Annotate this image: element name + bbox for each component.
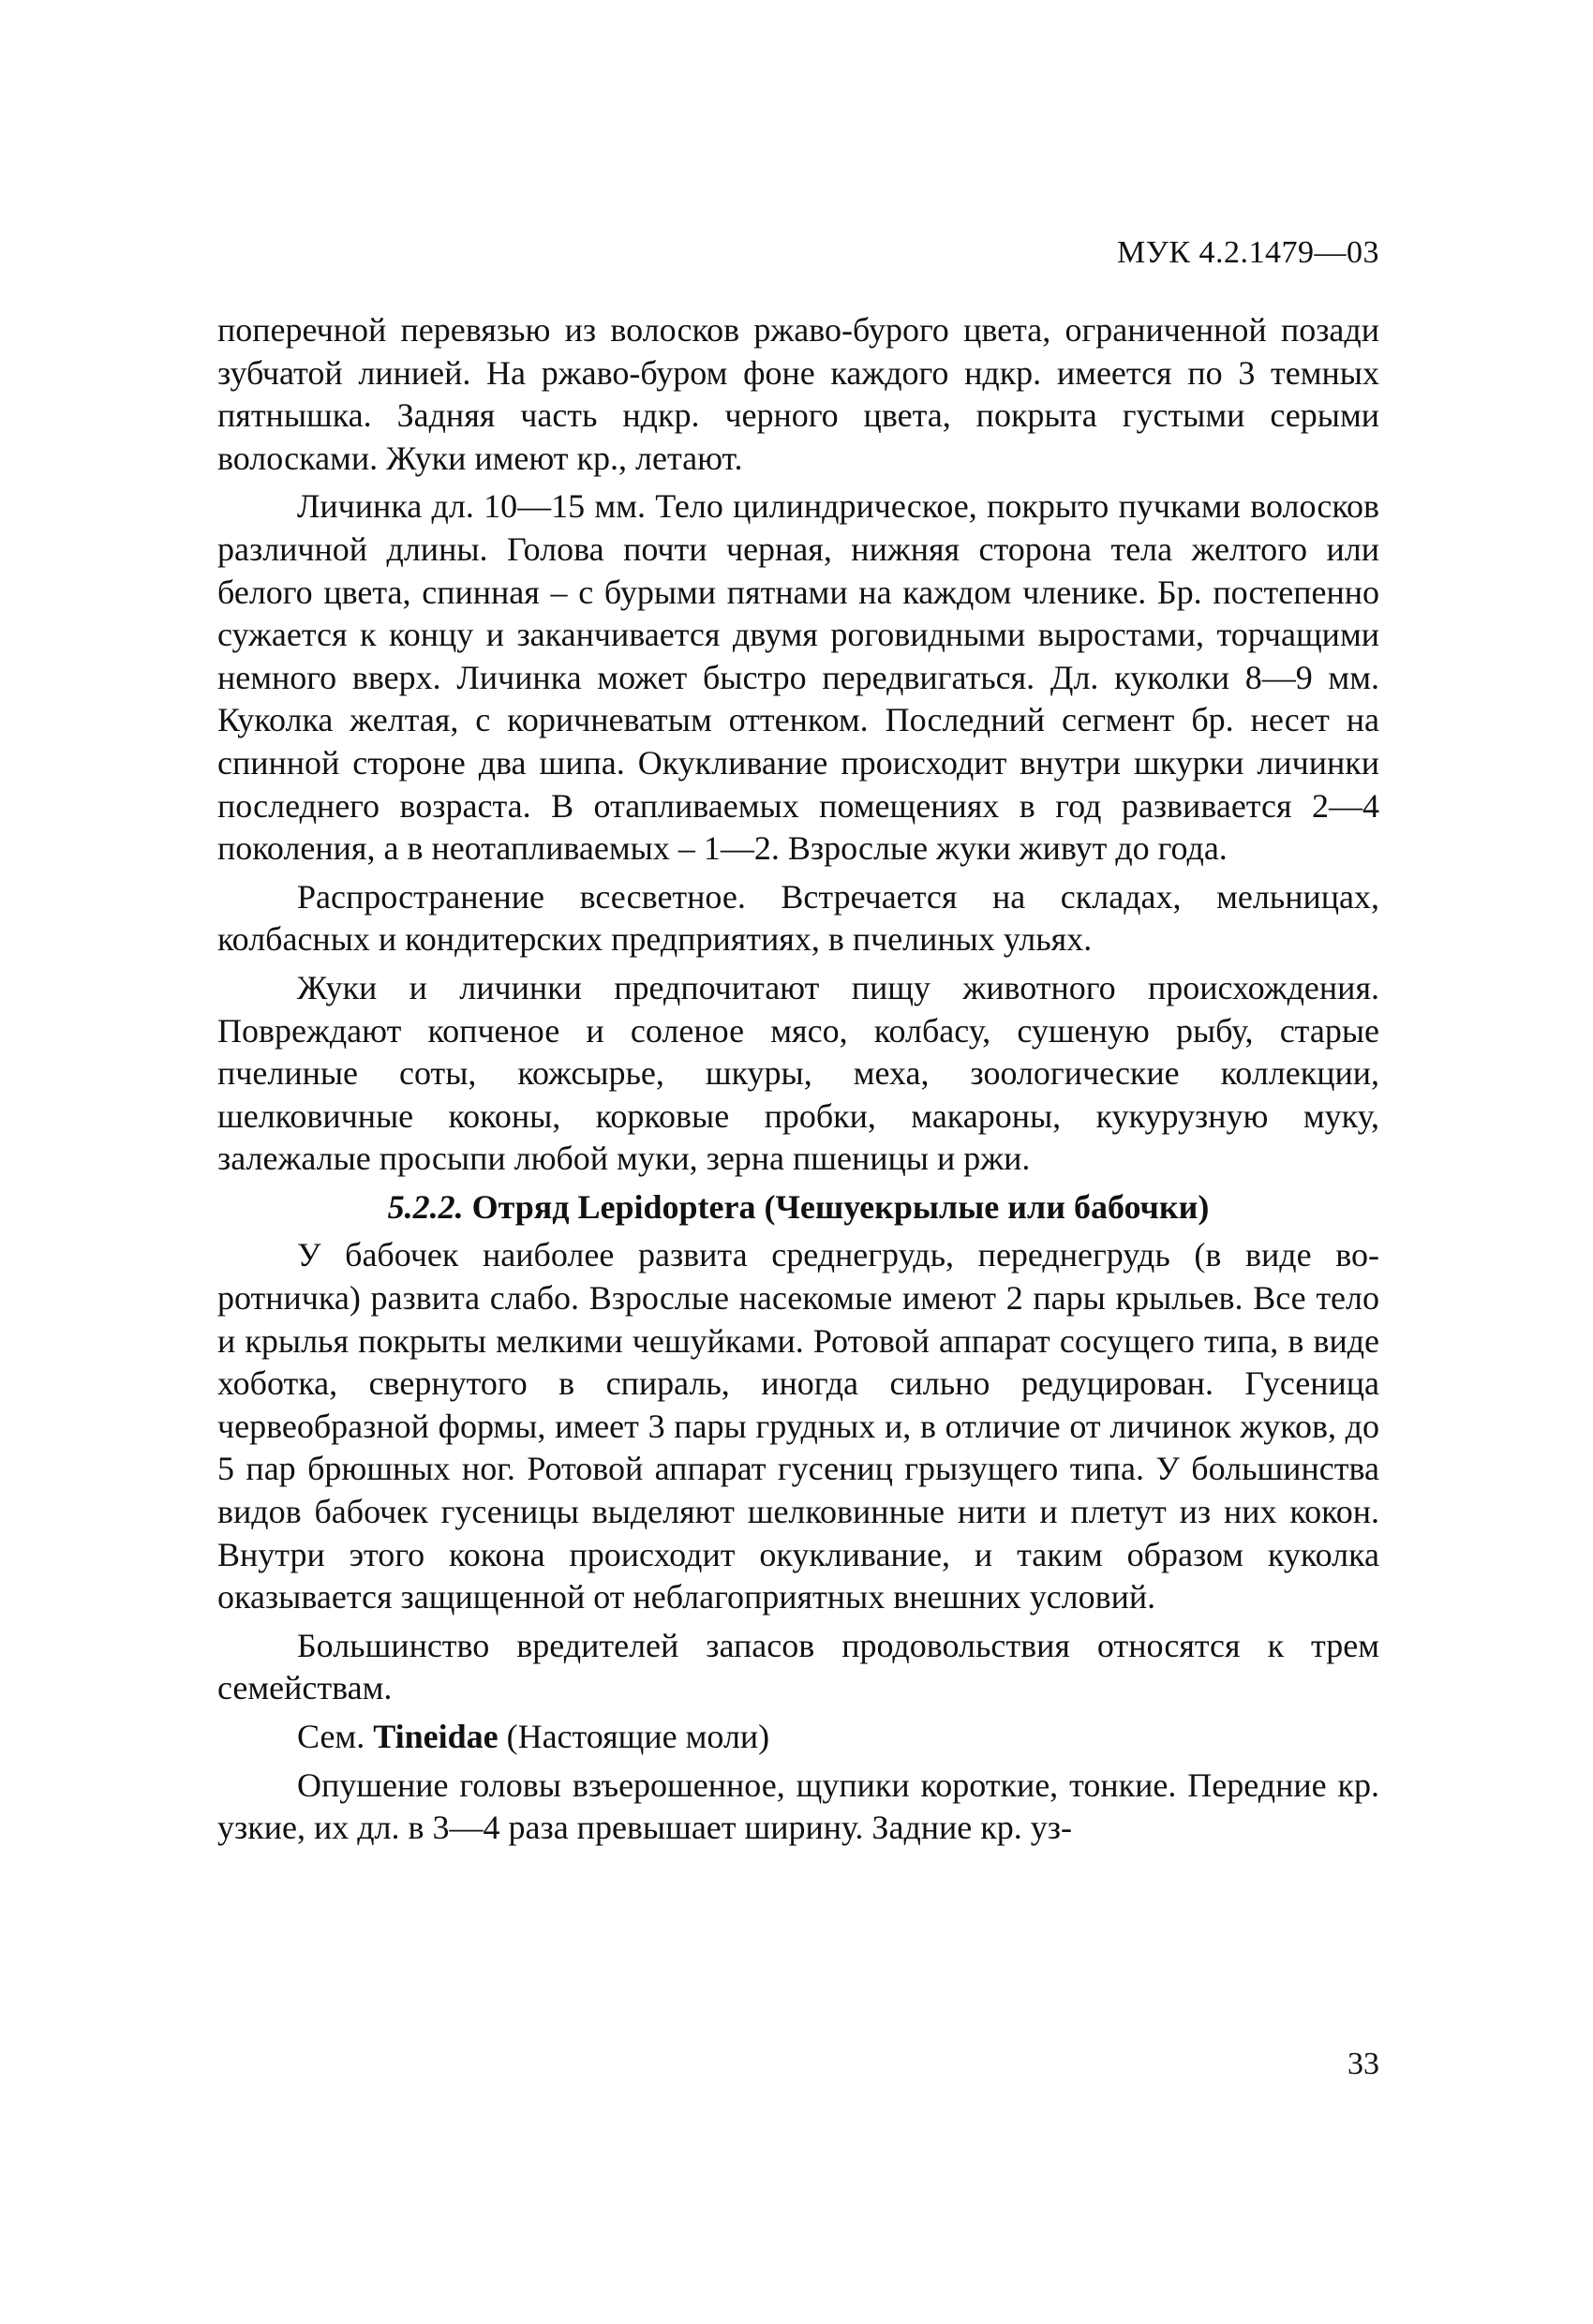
paragraph-tineidae: Опушение головы взъерошенное, щупики короткие, тонкие. Передние кр. узкие, их дл. в 3—4 раза превышает ширину. Задние кр. уз- — [217, 1765, 1379, 1847]
paragraph-larva: Личинка дл. 10—15 мм. Тело цилиндрическое, покрыто пучками волосков различной длины. Голова почти черная, нижняя сторона тела желтого или белого цвета, спинная – с бурыми пятнами на каждом членике. Бр. постепенно сужается к концу и заканчивается двумя роговидными выростами, торчащими немного вверх. Личинка может быстро передвигаться. Дл. куколки 8—9 мм. Куколка желтая, с коричневатым оттенком. Последний сегмент бр. несет на спинной стороне два шипа. Окукливание происходит внутри шкурки личинки последнего возраста. В отапливаемых помещениях в год развивается 2—4 поколения, а в неотапливаемых – 1—2. Взрослые жуки живут до года. — [217, 487, 1379, 868]
paragraph-distribution: Распространение всесветное. Встречается на складах, мельницах, колбасных и кондитерских предприятиях, в пчелиных ульях. — [217, 877, 1379, 959]
section-title: Отряд Lepidoptera (Чешуекрылые или бабочки) — [471, 1187, 1210, 1226]
paragraph-families: Большинство вредителей запасов продовольствия относятся к трем семействам. — [217, 1626, 1379, 1707]
section-heading — [217, 1186, 1379, 1229]
page-number: 33 — [1347, 2047, 1379, 2081]
document-code-header: МУК 4.2.1479—03 — [1117, 235, 1379, 270]
paragraph-continuation: поперечной перевязью из волосков ржаво-бурого цвета, ограниченной позади зубчатой линией. На ржаво-буром фоне каждого ндкр. имеется по 3 темных пятнышка. Задняя часть ндкр. черного цвета, покрыта густыми серыми волосками. Жуки имеют кр., летают. — [217, 311, 1379, 477]
body-text — [217, 309, 1379, 1855]
family-latin-name: Tineidae — [373, 1718, 499, 1755]
section-number: 5.2.2. — [387, 1187, 464, 1226]
paragraph-lepidoptera: У бабочек наиболее развита среднегрудь, переднегрудь (в виде воротничка) развита слабо. Взрослые насекомые имеют 2 пары крыльев. Все тело и крылья покрыты мелкими чешуйками. Ротовой аппарат сосущего типа, в виде хоботка, свернутого в спираль, иногда сильно редуцирован. Гусеница червеобразной формы, имеет 3 пары грудных и, в отличие от личинок жуков, до 5 пар брюшных ног. Ротовой аппарат гусениц грызущего типа. У большинства видов бабочек гусеницы выделяют шелковинные нити и плетут из них кокон. Внутри этого кокона происходит окукливание, и таким образом куколка оказывается защищенной от неблагоприятных внешних условий. — [217, 1236, 1379, 1616]
paragraph-damage: Жуки и личинки предпочитают пищу животного происхождения. Повреждают копченое и соленое мясо, колбасу, сушеную рыбу, старые пчелиные соты, кожсырье, шкуры, меха, зоологические коллекции, шелковичные коконы, корковые пробки, макароны, кукурузную муку, залежалые просыпи любой муки, зерна пшеницы и ржи. — [217, 968, 1379, 1178]
family-common-name: (Настоящие моли) — [506, 1718, 770, 1755]
family-prefix: Сем. — [297, 1718, 365, 1755]
family-line — [217, 1716, 1379, 1759]
